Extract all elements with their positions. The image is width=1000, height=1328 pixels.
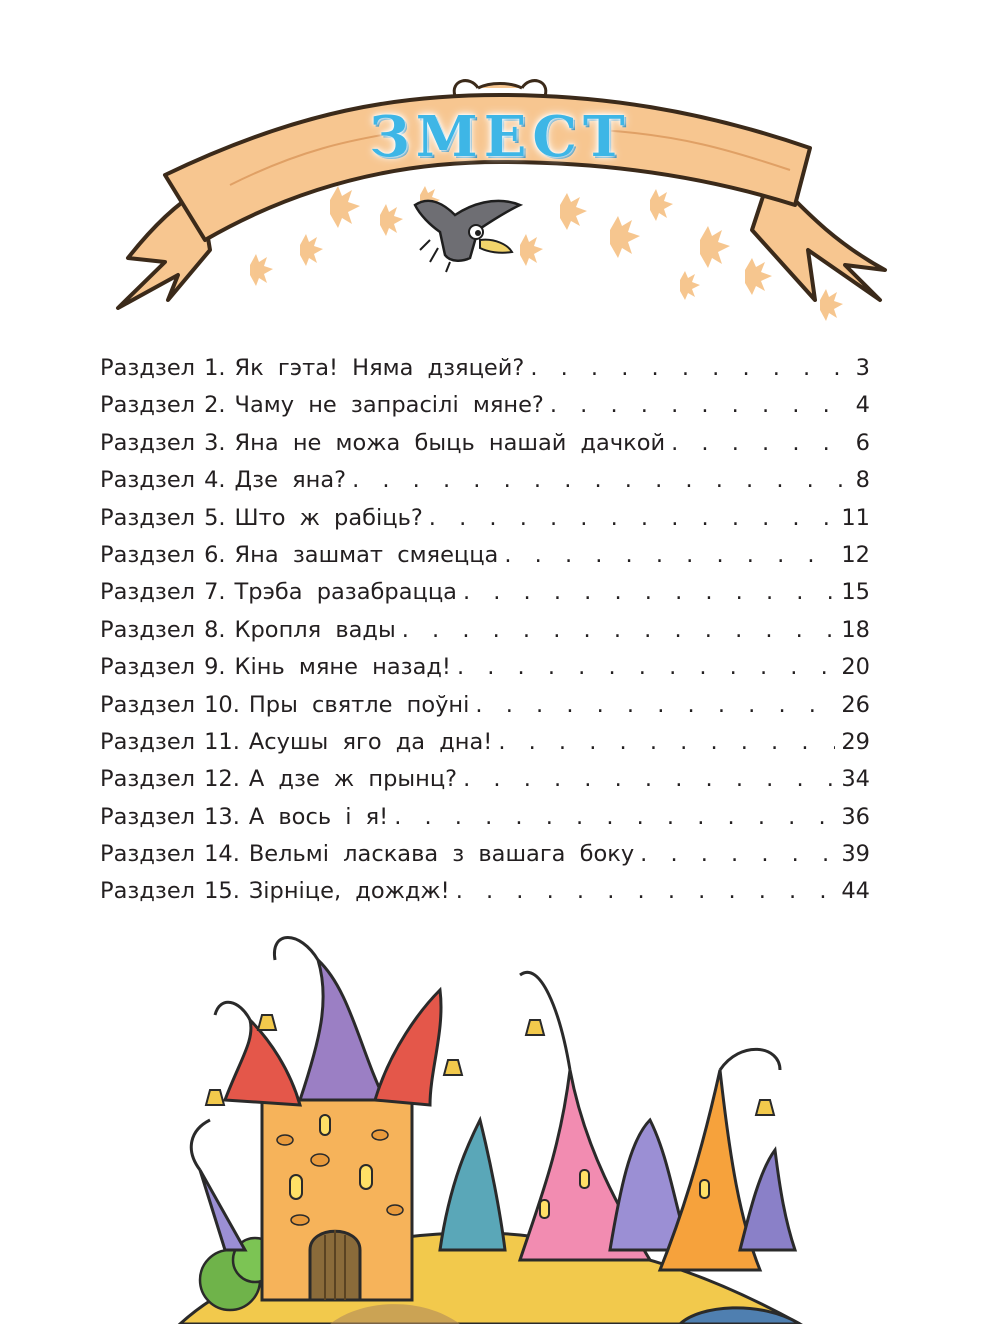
chapter-title: Вельмі ласкава з вашага боку [248, 841, 635, 868]
header-banner [0, 0, 1000, 345]
chapter-title: Дзе яна? [234, 467, 347, 494]
page-number: 26 [841, 691, 870, 718]
toc-label [100, 500, 423, 537]
page-number: 4 [855, 392, 870, 419]
chapter-label: Раздзел [100, 579, 196, 606]
toc-label [100, 462, 346, 499]
chapter-number: 7. [204, 579, 226, 606]
dot-leader [463, 761, 835, 798]
dot-leader [352, 462, 850, 499]
chapter-label: Раздзел [100, 355, 196, 381]
crow-icon [415, 201, 520, 272]
chapter-label: Раздзел [100, 691, 196, 718]
page-number: 44 [841, 878, 870, 905]
chapter-label: Раздзел [100, 616, 196, 643]
toc-entry[interactable] [100, 537, 870, 574]
chapter-label: Раздзел [100, 841, 196, 868]
chapter-title: Што ж рабіць? [234, 504, 423, 531]
toc-entry[interactable] [100, 836, 870, 873]
dot-leader [402, 612, 836, 649]
toc-entry[interactable] [100, 799, 870, 836]
toc-entry[interactable] [100, 649, 870, 686]
toc-entry[interactable] [100, 387, 870, 424]
dot-leader [498, 724, 835, 761]
toc-label [100, 425, 665, 462]
chapter-title: Яна зашмат смяецца [234, 541, 499, 568]
chapter-number: 6. [204, 541, 226, 568]
chapter-number: 8. [204, 616, 226, 643]
chapter-number: 5. [204, 504, 226, 531]
chapter-title: Кінь мяне назад! [234, 654, 451, 681]
maple-leaves [250, 186, 843, 321]
dot-leader [671, 425, 850, 462]
chapter-label: Раздзел [100, 878, 196, 905]
toc-entry[interactable] [100, 425, 870, 462]
chapter-number: 4. [204, 467, 226, 494]
dot-leader [640, 836, 835, 873]
dot-leader [394, 799, 835, 836]
page-title: ЗМЕСТ [369, 104, 631, 170]
chapter-title: Як гэта! Няма дзяцей? [234, 355, 525, 381]
dot-leader [457, 649, 835, 686]
chapter-title: А дзе ж прынц? [248, 766, 458, 793]
chapter-label: Раздзел [100, 541, 196, 568]
chapter-number: 1. [204, 355, 226, 381]
toc-label [100, 387, 544, 424]
page-number: 20 [841, 654, 870, 681]
toc-label [100, 649, 451, 686]
dot-leader [550, 387, 850, 424]
toc-label [100, 350, 524, 387]
toc-label [100, 761, 457, 798]
chapter-title: Трэба разабрацца [234, 579, 457, 606]
chapter-title: Чаму не запрасілі мяне? [234, 392, 544, 419]
chapter-number: 12. [204, 766, 240, 793]
chapter-number: 15. [204, 878, 240, 905]
dot-leader [456, 873, 836, 910]
chapter-title: Кропля вады [234, 616, 396, 643]
page-number: 29 [841, 728, 870, 755]
dot-leader [463, 574, 835, 611]
toc-entry[interactable] [100, 350, 870, 387]
toc-entry[interactable] [100, 687, 870, 724]
toc-entry[interactable] [100, 873, 870, 910]
toc-entry[interactable] [100, 724, 870, 761]
page-number: 12 [841, 541, 870, 568]
page-number: 11 [841, 504, 870, 531]
toc-entry[interactable] [100, 462, 870, 499]
page-number: 3 [855, 355, 870, 381]
ribbon-banner-illustration [0, 0, 1000, 345]
toc-label [100, 724, 492, 761]
chapter-label: Раздзел [100, 803, 196, 830]
toc-label [100, 612, 396, 649]
chapter-label: Раздзел [100, 392, 196, 419]
toc-label [100, 574, 457, 611]
page-number: 15 [841, 579, 870, 606]
chapter-number: 13. [204, 803, 240, 830]
page-number: 34 [841, 766, 870, 793]
page-number: 6 [855, 429, 870, 456]
chapter-title: А вось і я! [248, 803, 389, 830]
table-of-contents [100, 350, 870, 911]
dot-leader [475, 687, 835, 724]
toc-entry[interactable] [100, 761, 870, 798]
chapter-title: Зірніце, дождж! [248, 878, 450, 905]
chapter-number: 10. [204, 691, 240, 718]
page-number: 18 [841, 616, 870, 643]
toc-label [100, 687, 469, 724]
chapter-label: Раздзел [100, 654, 196, 681]
chapter-number: 11. [204, 728, 240, 755]
chapter-label: Раздзел [100, 504, 196, 531]
toc-label [100, 836, 634, 873]
toc-label [100, 537, 498, 574]
chapter-title: Яна не можа быць нашай дачкой [234, 429, 666, 456]
toc-entry[interactable] [100, 574, 870, 611]
chapter-label: Раздзел [100, 429, 196, 456]
page-number: 39 [841, 841, 870, 868]
dot-leader [429, 500, 836, 537]
dot-leader [530, 350, 849, 387]
chapter-number: 3. [204, 429, 226, 456]
chapter-label: Раздзел [100, 728, 196, 755]
toc-entry[interactable] [100, 500, 870, 537]
chapter-title: Пры святле поўні [248, 691, 470, 718]
toc-label [100, 799, 388, 836]
chapter-number: 14. [204, 841, 240, 868]
dot-leader [504, 537, 835, 574]
toc-label [100, 873, 450, 910]
chapter-number: 2. [204, 392, 226, 419]
chapter-title: Асушы яго да дна! [248, 728, 493, 755]
chapter-label: Раздзел [100, 766, 196, 793]
chapter-number: 9. [204, 654, 226, 681]
toc-entry[interactable] [100, 612, 870, 649]
page-number: 8 [855, 467, 870, 494]
castle-illustration [0, 920, 1000, 1324]
fairy-tale-castle [0, 920, 1000, 1324]
page-number: 36 [841, 803, 870, 830]
chapter-label: Раздзел [100, 467, 196, 494]
